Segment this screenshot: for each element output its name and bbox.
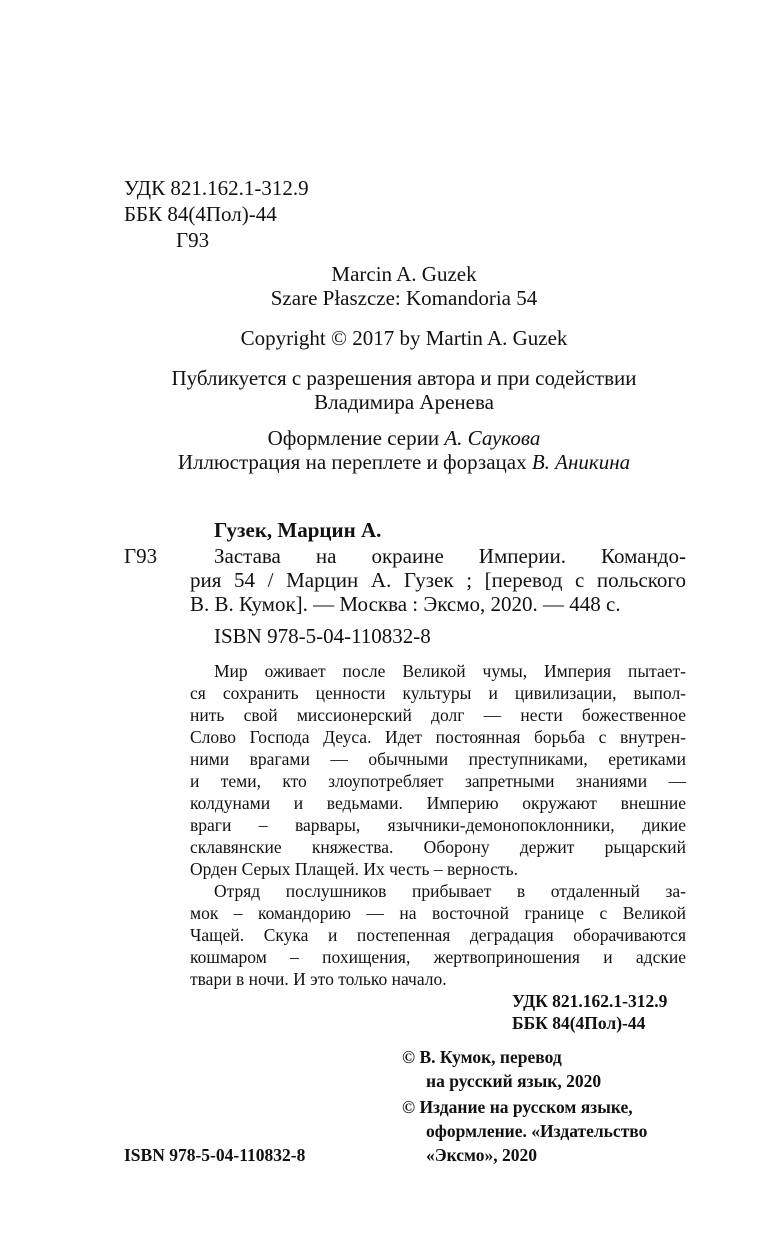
series-designer: А. Саукова [444,426,541,450]
credit-line: «Эксмо», 2020 [426,1145,537,1165]
bottom-isbn: ISBN 978-5-04-110832-8 [124,1145,306,1165]
annotation-line: Орден Серых Плащей. Их честь – верность. [190,859,519,879]
series-design-line [0,426,768,450]
series-design-label: Оформление серии [267,426,440,450]
annotation-line: кошмаром – похищения, жертвоприношения и адские [190,947,686,967]
credit-line: © Издание на русском языке, [402,1097,633,1117]
catalog-desc-line: рия 54 / Марцин А. Гузек ; [перевод с польского [190,568,686,592]
catalog-isbn: ISBN 978-5-04-110832-8 [214,624,431,648]
annotation-line: колдунами и ведьмами. Империю окружают внешние [190,793,686,813]
annotation-line: ними врагами — обычными преступниками, еретиками [190,749,686,769]
copyright-line: Copyright © 2017 by Martin A. Guzek [240,326,568,350]
illustration-line [0,450,768,474]
credit-line: © В. Кумок, перевод [402,1047,562,1067]
udk-code: УДК 821.162.1-312.9 [124,176,309,200]
permission-line-2: Владимира Аренева [314,390,494,414]
annotation-line: Отряд послушников прибывает в отдаленный за- [214,881,686,901]
bottom-bbk: ББК 84(4Пол)-44 [512,1013,646,1033]
annotation-line: нить свой миссионерский долг — нести божественное [190,705,686,725]
annotation-line: мок – командорию — на восточной границе с Великой [190,903,686,923]
original-author: Marcin A. Guzek [331,262,477,286]
annotation-line: ся сохранить ценности культуры и цивилизации, выпол- [190,683,686,703]
annotation-line: Чащей. Скука и постепенная деградация оборачиваются [190,925,686,945]
illustration-label: Иллюстрация на переплете и форзацах [177,450,527,474]
credit-line: оформление. «Издательство [426,1121,648,1141]
annotation-line: Мир оживает после Великой чумы, Империя пытает- [214,661,686,681]
bbk-code: ББК 84(4Пол)-44 [124,202,277,226]
annotation-line: и теми, кто злоупотребляет запретными знаниями — [190,771,686,791]
annotation-line: склавянские княжества. Оборону держит рыцарский [190,837,686,857]
catalog-heading: Гузек, Марцин А. [214,518,382,542]
catalog-desc-line: В. В. Кумок]. — Москва : Эксмо, 2020. — 448 с. [190,592,621,616]
credit-line: на русский язык, 2020 [426,1071,602,1091]
catalog-desc-line: Застава на окраине Империи. Командо- [214,544,686,568]
illustrator: В. Аникина [531,450,631,474]
author-mark: Г93 [176,228,210,252]
original-title: Szare Płaszcze: Komandoria 54 [270,286,538,310]
catalog-mark: Г93 [124,544,158,568]
annotation-line: враги – варвары, язычники-демонопоклонники, дикие [190,815,686,835]
annotation-line: Слово Господа Деуса. Идет постоянная борьба с внутрен- [190,727,686,747]
permission-line-1: Публикуется с разрешения автора и при содействии [171,366,637,390]
annotation-line: твари в ночи. И это только начало. [190,969,447,989]
bottom-udk: УДК 821.162.1-312.9 [512,991,668,1011]
